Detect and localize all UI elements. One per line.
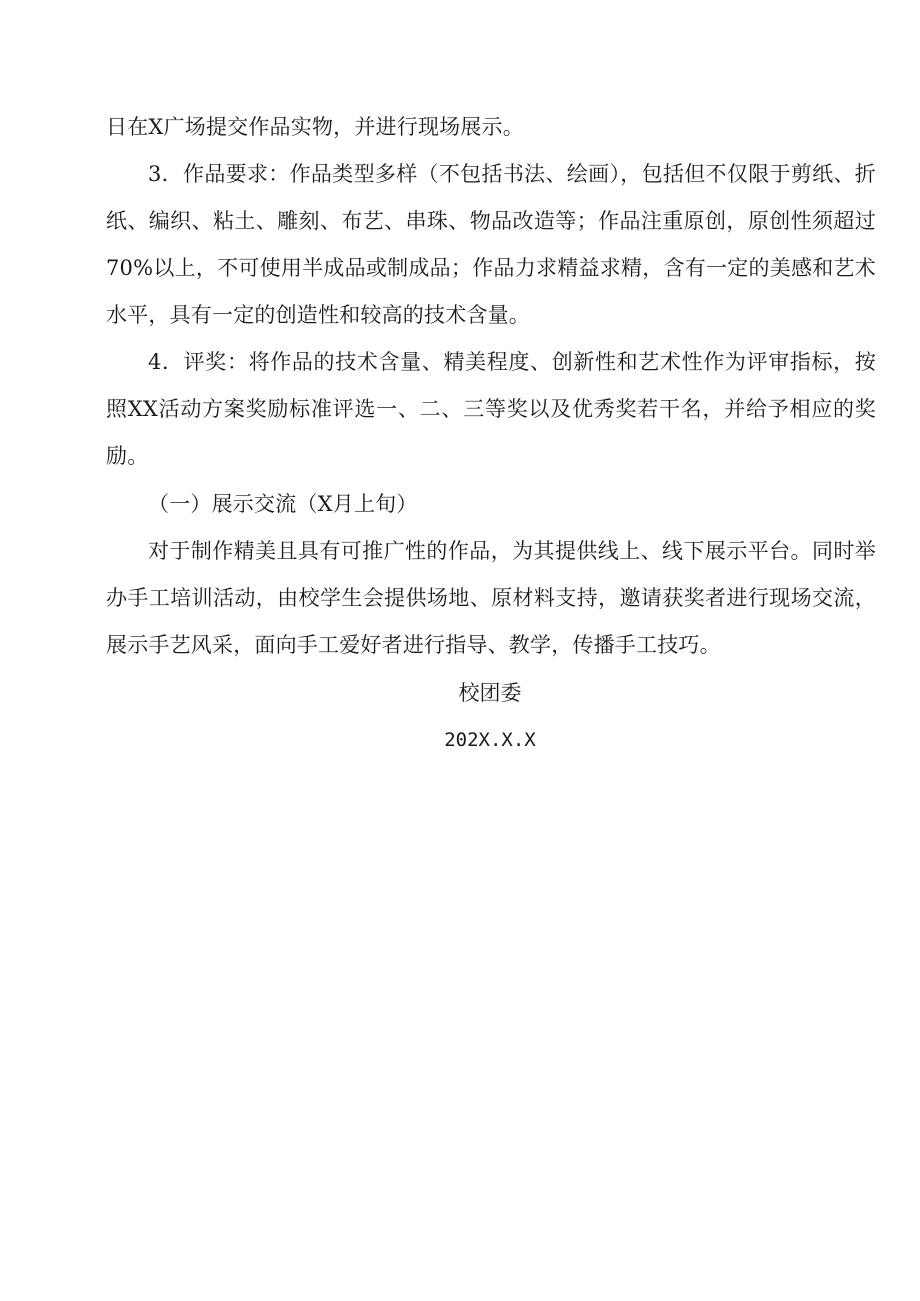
signature-date: 202X.X.X — [444, 729, 536, 751]
paragraph-work-requirements: 3．作品要求：作品类型多样（不包括书法、绘画），包括但不仅限于剪纸、折纸、编织、粘土、雕刻、布艺、串珠、物品改造等；作品注重原创，原创性须超过70%以上，不可使用半成品或制成品；作品力求精益求精，含有一定的美感和艺术水平，具有一定的创造性和较高的技术含量。 — [106, 162, 876, 327]
paragraph-awards: 4．评奖：将作品的技术含量、精美程度、创新性和艺术性作为评审指标，按照XX活动方案奖励标准评选一、二、三等奖以及优秀奖若干名，并给予相应的奖励。 — [106, 350, 876, 468]
paragraph-submission: 日在X广场提交作品实物，并进行现场展示。 — [106, 115, 524, 139]
paragraph-exhibition: 对于制作精美且具有可推广性的作品，为其提供线上、线下展示平台。同时举办手工培训活动，由校学生会提供场地、原材料支持，邀请获奖者进行现场交流，展示手艺风采，面向手工爱好者进行指导、教学，传播手工技巧。 — [106, 539, 876, 657]
section-heading-exhibition: （一）展示交流（X月上旬） — [148, 492, 418, 516]
signature-organization: 校团委 — [458, 681, 522, 705]
